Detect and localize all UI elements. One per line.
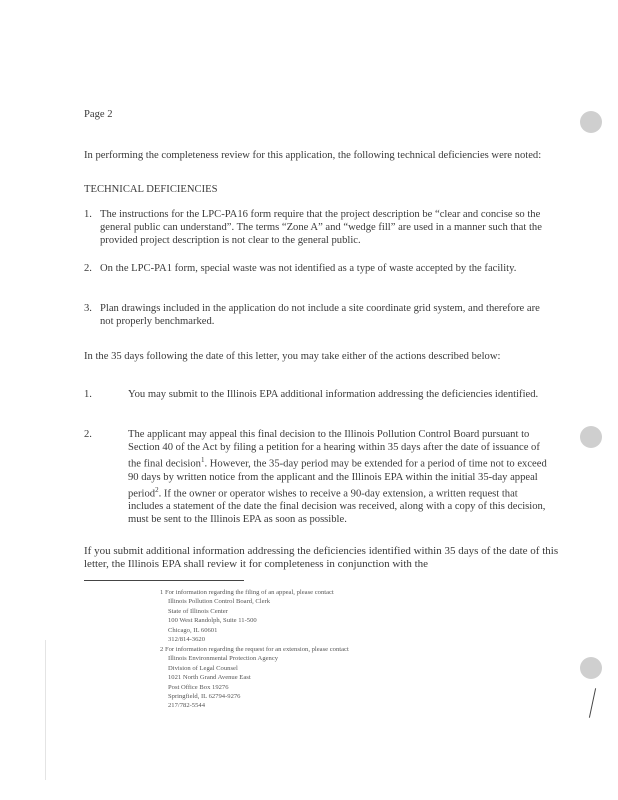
closing-paragraph: If you submit additional information addressing the deficiencies identified within 35 days of the date of this letter, the Illinois EPA shall review it for completeness in conjunction with the <box>84 545 559 570</box>
punch-hole <box>580 111 602 133</box>
punch-hole <box>580 657 602 679</box>
deficiency-item: 3. Plan drawings included in the application do not include a site coordinate grid system, and therefore are not properly benchmarked. <box>84 303 540 327</box>
actions-intro: In the 35 days following the date of this letter, you may take either of the actions described below: <box>84 351 501 362</box>
action-item: 2. The applicant may appeal this final decision to the Illinois Pollution Control Board pursuant to Section 40 of the Act by filing a petition for a hearing within 35 days after the date of issuance of the final decision$^1$. However, the 35-day period may be extended for a period of time not to exceed 90 days by written notice from the applicant and the Illinois EPA within the initial 35-day appeal period$^2$. If the owner or operator wishes to receive a 90-day extension, a written request that includes a statement of the date the final decision was received, along with a copy of this decision, must be sent to the Illinois EPA as soon as possible. <box>84 429 547 526</box>
deficiency-item: 1. The instructions for the LPC-PA16 form require that the project description be “clear and concise so the general public can understand”. The terms “Zone A” and “wedge fill” are used in a manner such that the provided project description is not clear to the general public. <box>84 209 542 246</box>
action-item: 1. You may submit to the Illinois EPA additional information addressing the deficiencies identified. <box>84 389 539 400</box>
section-heading: TECHNICAL DEFICIENCIES <box>84 184 218 195</box>
intro-paragraph: In performing the completeness review for this application, the following technical deficiencies were noted: <box>84 150 542 161</box>
page-number: Page 2 <box>84 109 113 120</box>
punch-hole <box>580 426 602 448</box>
scan-edge <box>45 640 46 780</box>
footnote-ref: 1 <box>200 456 205 464</box>
footnote-rule <box>84 580 244 581</box>
deficiency-item: 2. On the LPC-PA1 form, special waste was not identified as a type of waste accepted by the facility. <box>84 263 517 274</box>
footnote-ref: 2 <box>155 485 159 494</box>
footnote-1: 1 For information regarding the filing of an appeal, please contact Illinois Pollution Control Board, Clerk State of Illinois Center 100 West Randolph, Suite 11-500 Chicago, IL 60601 312/814-3620 <box>160 589 334 644</box>
pen-mark <box>589 688 596 718</box>
footnote-2: 2 For information regarding the request for an extension, please contact Illinois Environmental Protection Agency Division of Legal Counsel 1021 North Grand Avenue East Post Office Box 19276 Springfield, IL 62794-9276 217/782-5544 <box>160 646 349 710</box>
